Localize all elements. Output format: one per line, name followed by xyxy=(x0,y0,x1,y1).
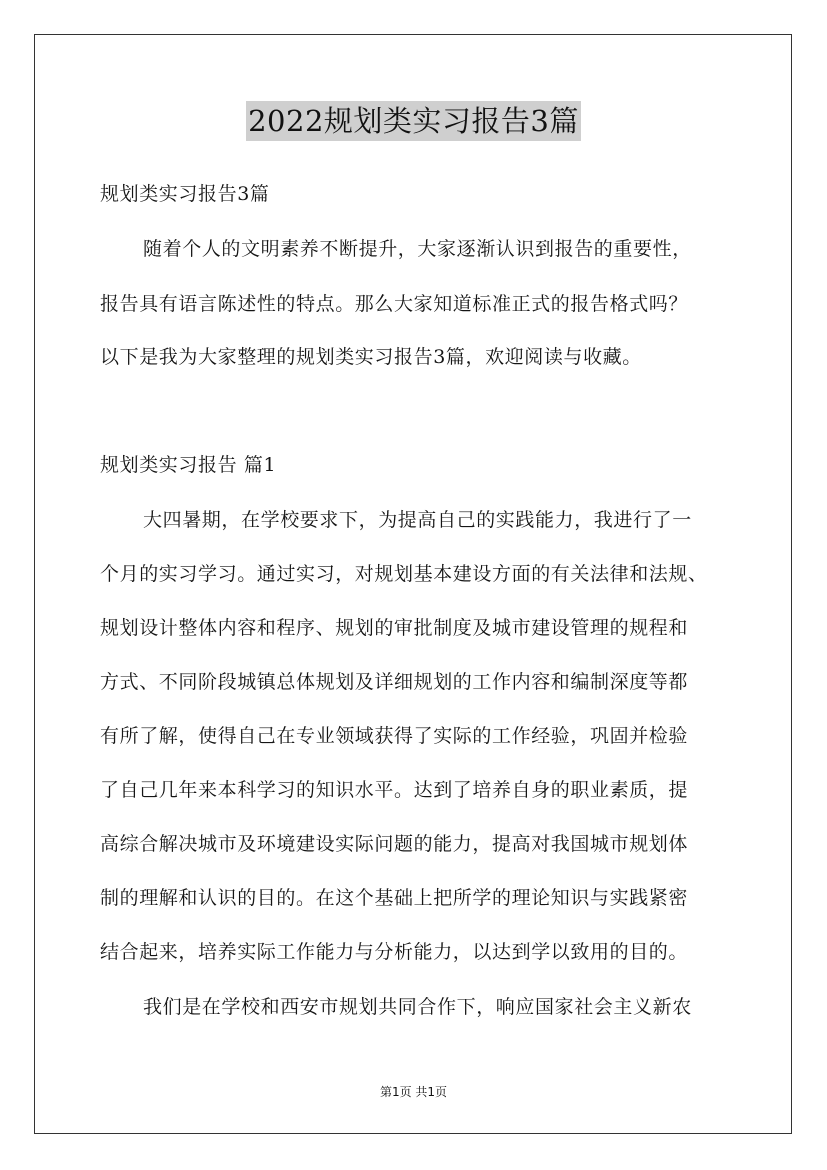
paragraph-line: 制的理解和认识的目的。在这个基础上把所学的理论知识与实践紧密 xyxy=(100,887,689,909)
title-container xyxy=(0,101,827,141)
intro-line: 随着个人的文明素养不断提升，大家逐渐认识到报告的重要性， xyxy=(143,238,692,260)
intro-line: 以下是我为大家整理的规划类实习报告3篇，欢迎阅读与收藏。 xyxy=(100,346,642,368)
page-footer: 第1页 共1页 xyxy=(379,1085,448,1099)
intro-line: 报告具有语言陈述性的特点。那么大家知道标准正式的报告格式吗？ xyxy=(100,293,689,315)
paragraph-line: 大四暑期，在学校要求下，为提高自己的实践能力，我进行了一 xyxy=(143,509,692,531)
paragraph-line: 我们是在学校和西安市规划共同合作下，响应国家社会主义新农 xyxy=(143,996,692,1018)
section-heading: 规划类实习报告 篇1 xyxy=(100,454,277,476)
document-title: 2022规划类实习报告3篇 xyxy=(246,101,581,141)
paragraph-line: 规划设计整体内容和程序、规划的审批制度及城市建设管理的规程和 xyxy=(100,617,689,639)
paragraph-line: 高综合解决城市及环境建设实际问题的能力，提高对我国城市规划体 xyxy=(100,833,689,855)
paragraph-line: 有所了解，使得自己在专业领域获得了实际的工作经验，巩固并检验 xyxy=(100,725,689,747)
document-subtitle: 规划类实习报告3篇 xyxy=(100,183,270,205)
paragraph-line: 了自己几年来本科学习的知识水平。达到了培养自身的职业素质，提 xyxy=(100,779,689,801)
paragraph-line: 结合起来，培养实际工作能力与分析能力，以达到学以致用的目的。 xyxy=(100,941,689,963)
paragraph-line: 方式、不同阶段城镇总体规划及详细规划的工作内容和编制深度等都 xyxy=(100,671,689,693)
paragraph-line: 个月的实习学习。通过实习，对规划基本建设方面的有关法律和法规、 xyxy=(100,563,708,585)
